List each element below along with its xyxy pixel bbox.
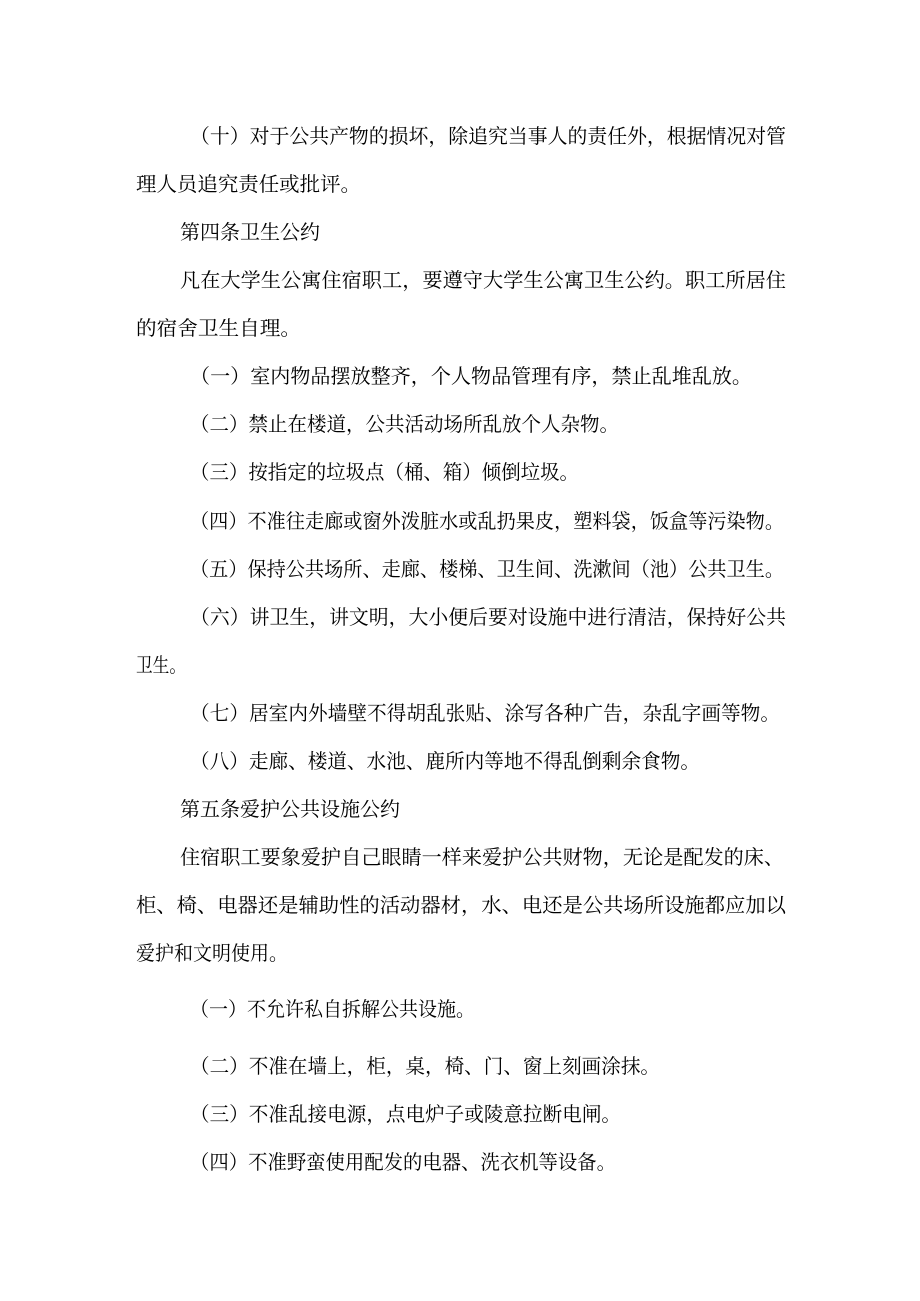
list-item: （一）室内物品摆放整齐，个人物品管理有序，禁止乱堆乱放。 xyxy=(190,364,752,388)
list-item: （三）不准乱接电源，点电炉子或陵意拉断电闸。 xyxy=(190,1102,621,1126)
paragraph-line: 的宿舍卫生自理。 xyxy=(136,316,301,340)
paragraph-line: 理人员追究责任或批评。 xyxy=(136,172,361,196)
list-item: （四）不准野蛮使用配发的电器、洗衣机等设备。 xyxy=(190,1150,616,1174)
list-item: （三）按指定的垃圾点（桶、箱）倾倒垃圾。 xyxy=(190,460,579,484)
paragraph-line: （十）对于公共产物的损坏，除追究当事人的责任外，根据情况对管 xyxy=(190,124,786,148)
section-heading: 第五条爱护公共设施公约 xyxy=(180,797,400,821)
paragraph-line: 住宿职工要象爱护自己眼睛一样来爱护公共财物，无论是配发的床、 xyxy=(180,845,784,869)
list-item: （八）走廊、楼道、水池、鹿所内等地不得乱倒剩余食物。 xyxy=(190,749,700,773)
section-heading: 第四条卫生公约 xyxy=(180,220,320,244)
paragraph-line: 爱护和文明使用。 xyxy=(136,941,288,965)
list-item: （二）不准在墙上，柜，桌，椅、门、窗上刻画涂抹。 xyxy=(190,1054,660,1078)
paragraph-line: 卫生。 xyxy=(136,653,186,677)
list-item: （一）不允许私自拆解公共设施。 xyxy=(190,997,475,1021)
list-item: （四）不准往走廊或窗外泼脏水或乱扔果皮，塑料袋，饭盒等污染物。 xyxy=(190,509,784,533)
list-item: （五）保持公共场所、走廊、楼梯、卫生间、洗漱间（池）公共卫生。 xyxy=(190,557,784,581)
list-item: （六）讲卫生，讲文明，大小便后要对设施中进行清洁，保持好公共 xyxy=(190,605,786,629)
list-item: （七）居室内外墙壁不得胡乱张贴、涂写各种广告，杂乱字画等物。 xyxy=(190,701,780,725)
paragraph-line: 柜、椅、电器还是辅助性的活动器材，水、电还是公共场所设施都应加以 xyxy=(136,893,786,917)
paragraph-line: 凡在大学生公寓住宿职工，要遵守大学生公寓卫生公约。职工所居住 xyxy=(180,268,786,292)
list-item: （二）禁止在楼道，公共活动场所乱放个人杂物。 xyxy=(190,412,619,436)
